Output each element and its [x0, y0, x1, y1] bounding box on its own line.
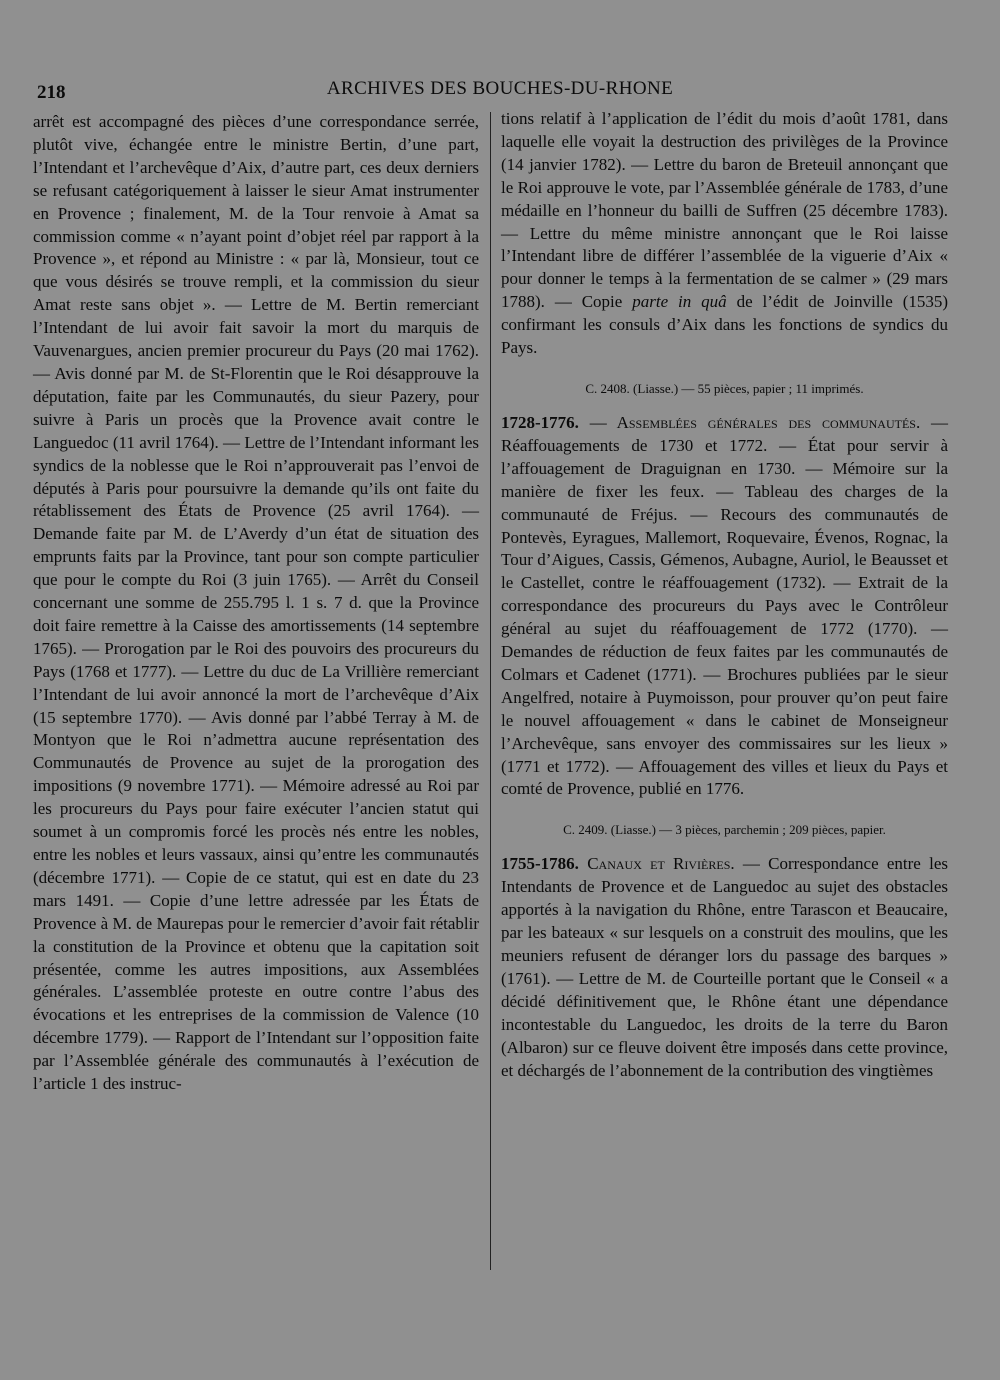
cote-c2408: C. 2408. (Liasse.) — 55 pièces, papier ; 11 imprimés.: [585, 380, 864, 396]
column-divider: [490, 112, 491, 1270]
right-intro-end: de l’édit de Joinville (1535) confirmant les consuls d’Aix dans les fonctions de syndics du Pays.: [501, 292, 949, 358]
entry-c2409: [501, 853, 948, 1082]
entry-c2408-title: — Assemblées générales des communautés.: [589, 412, 921, 432]
right-intro-paragraph: [501, 108, 948, 360]
running-title: ARCHIVES DES BOUCHES-DU-RHONE: [326, 78, 674, 99]
right-column: [501, 108, 948, 1082]
right-intro-italic: parte in quâ: [632, 292, 727, 312]
page-number: 218: [37, 82, 66, 103]
entry-c2408-dates: 1728-1776.: [501, 412, 579, 432]
entry-c2408: [501, 412, 948, 801]
entry-c2408-text: — Réaffouagements de 1730 et 1772. — État pour servir à l’affouagement de Draguignan en 1730. — Mémoire sur la manière de fixer les feux. — Tableau des charges de la communauté de Fréjus. — Recours des communautés de Pontevès, Eyragues, Mallemort, Roquevaire, Évenos, Rognac, la Tour d’Aigues, Cassis, Gémenos, Aubagne, Auriol, le Beausset et le Castellet, contre le réaffouagement (1732). — Extrait de la correspondance des procureurs du Pays avec le Contrôleur général au sujet du réaffouagement de 1772 (1770). — Demandes de réduction de feux faites par les communautés de Colmars et Cadenet (1771). — Brochures publiées par le sieur Angelfred, notaire à Puymoisson, pour prouver qu’on peut faire le nouvel affouagement « dans le cabinet de Monseigneur l’Archevêque, sans envoyer des commissaires sur les lieux » (1771 et 1772). — Affouagement des villes et lieux du Pays et comté de Provence, publié en 1776.: [501, 412, 949, 799]
cote-c2409: C. 2409. (Liasse.) — 3 pièces, parchemin ; 209 pièces, papier.: [563, 822, 886, 838]
right-intro-text: tions relatif à l’application de l’édit du mois d’août 1781, dans laquelle elle voyait la destruction des privilèges de la Province (14 janvier 1782). — Lettre du baron de Breteuil annonçant que le Roi approuve le vote, par l’Assemblée générale de 1783, d’une médaille en l’honneur du bailli de Suffren (25 décembre 1783). — Lettre du même ministre annonçant que le Roi laisse l’Intendant libre de différer l’assemblée de la viguerie d’Aix « pour donner le temps à la fermentation de se calmer » (29 mars 1788). — Copie: [501, 109, 948, 312]
entry-c2409-text: — Correspondance entre les Intendants de Provence et de Languedoc au sujet des obstacles apportés à la navigation du Rhône, entre Tarascon et Beaucaire, par les bateaux « sur lesquels on a construit des moulins, que les meuniers refusent de déranger lors du passage des barques » (1761). — Lettre de M. de Courteille portant que le Conseil « a décidé définitivement que, le Rhône étant une dépendance incontestable du Languedoc, les droits de la terre du Baron (Albaron) sur ce fleuve doivent être imposés dans cette province, et déchargés de l’abonnement de la contribution des vingtièmes: [501, 854, 948, 1080]
page-header: [0, 78, 1000, 108]
left-column-text: arrêt est accompagné des pièces d’une correspondance serrée, plutôt vive, échangée entre le ministre Bertin, d’une part, l’Intendant et l’archevêque d’Aix, d’autre part, ces deux derniers se refusant catégoriquement à laisser le sieur Amat instrumenter en Provence ; finalement, M. de la Tour renvoie à Amat sa commission comme « n’ayant point d’objet réel par rapport à la Provence », et répond au Ministre : « par là, Monsieur, tout ce que vous désirés se trouve rempli, et la commission du sieur Amat reste sans objet ». — Lettre de M. Bertin remerciant l’Intendant de lui avoir fait savoir la mort du marquis de Vauvenargues, ancien premier procureur du Pays (20 mai 1762). — Avis donné par M. de St-Florentin que le Roi désapprouve la députation, faite par les Communautés, du sieur Pazery, pour suivre à Paris un procès que la Provence avait contre le Languedoc (11 avril 1764). — Lettre de l’Intendant informant les syndics de la noblesse que le Roi n’approuverait pas l’envoi de députés à Paris pour poursuivre la demande qu’ils ont faite du rétablissement des États de Provence (25 avril 1764). — Demande faite par M. de L’Averdy d’un état de situation des emprunts faits par la Province, tant pour son compte particulier que pour le compte du Roi (3 juin 1765). — Arrêt du Conseil concernant une somme de 255.795 l. 1 s. 7 d. que la Province doit faire remettre à la Caisse des amortissements (14 septembre 1765). — Prorogation par le Roi des pouvoirs des procureurs du Pays (1768 et 1777). — Lettre du duc de La Vrillière remerciant l’Intendant de lui avoir annoncé la mort de l’archevêque d’Aix (15 septembre 1770). — Avis donné par l’abbé Terray à M. de Montyon que le Roi n’admettra aucune représentation des Communautés de Provence au sujet de la prorogation des impositions (9 novembre 1771). — Mémoire adressé au Roi par les procureurs du Pays pour faire exécuter l’ancien statut qui soumet à un compromis forcé les procès nés entre les nobles, entre les nobles et leurs vassaux, ainsi qu’entre les communautés (décembre 1771). — Copie de ce statut, qui est en date du 23 mars 1491. — Copie d’une lettre adressée par les États de Provence à M. de Maurepas pour le remercier d’avoir fait rétablir la constitution de la Province et obtenu que la capitation soit présentée, comme les autres impositions, aux Assemblées générales. L’assemblée proteste en outre contre l’abus des évocations et les entreprises de la commission de Valence (10 décembre 1779). — Rapport de l’Intendant sur l’opposition faite par l’Assemblée générale des communautés à l’exécution de l’article 1 des instruc-: [33, 112, 479, 1094]
entry-c2409-dates: 1755-1786.: [501, 854, 579, 874]
entry-c2409-title: Canaux et Rivières.: [587, 854, 735, 874]
left-column: [33, 111, 479, 1096]
